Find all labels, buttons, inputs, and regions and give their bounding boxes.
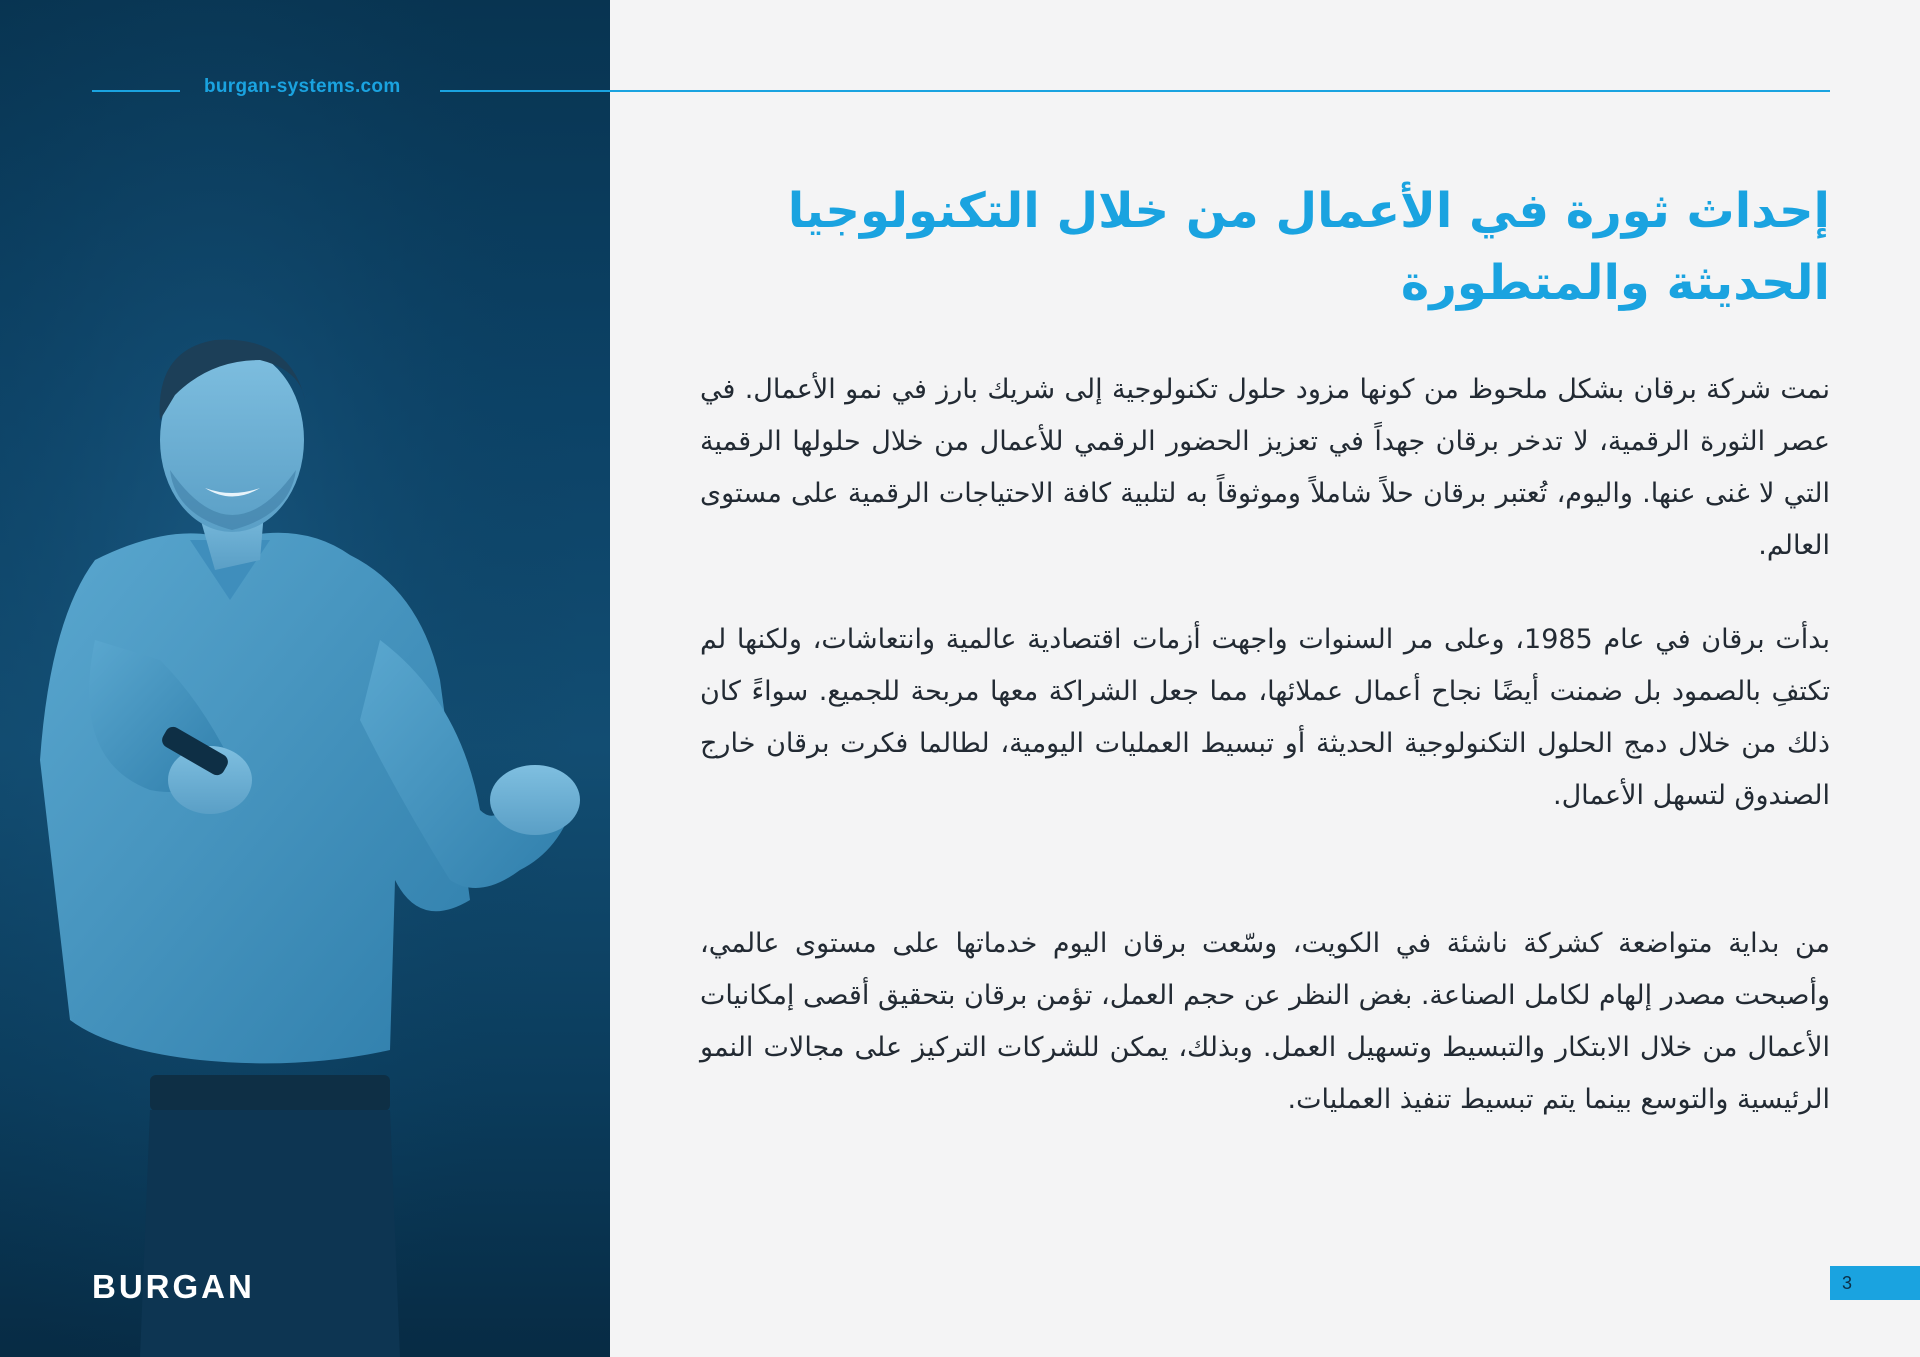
paragraph-2: بدأت برقان في عام 1985، وعلى مر السنوات واجهت أزمات اقتصادية عالمية وانتعاشات، ولكنها لم تكتفِ بالصمود بل ضمنت أيضًا نجاح أعمال عملائها، مما جعل الشراكة معها مربحة للجميع. سواءً كان ذلك من خلال دمج الحلول التكنولوجية الحديثة أو تبسيط العمليات اليومية، لطالما فكرت برقان خارج الصندوق لتسهل الأعمال. xyxy=(700,624,1830,811)
page-number-badge: 3 xyxy=(1830,1266,1920,1300)
paragraph-1: نمت شركة برقان بشكل ملحوظ من كونها مزود حلول تكنولوجية إلى شريك بارز في نمو الأعمال. في عصر الثورة الرقمية، لا تدخر برقان جهداً في تعزيز الحضور الرقمي للأعمال من خلال حلولها الرقمية التي لا غنى عنها. واليوم، تُعتبر برقان حلاً شاملاً وموثوقاً به لتلبية كافة الاحتياجات الرقمية على مستوى العالم. xyxy=(700,374,1830,561)
website-url[interactable]: burgan-systems.com xyxy=(204,76,401,97)
page-title: إحداث ثورة في الأعمال من خلال التكنولوجيا الحديثة والمتطورة xyxy=(787,183,1830,311)
presenter-photo xyxy=(0,0,610,1357)
header-divider-left xyxy=(92,90,180,92)
hero-photo-panel xyxy=(0,0,610,1357)
website-header xyxy=(92,76,1830,100)
burgan-logo: BURGAN xyxy=(92,1268,255,1305)
header-divider-right xyxy=(440,90,1830,92)
paragraph-3: من بداية متواضعة كشركة ناشئة في الكويت، وسّعت برقان اليوم خدماتها على مستوى عالمي، وأصبحت مصدر إلهام لكامل الصناعة. بغض النظر عن حجم العمل، تؤمن برقان بتحقيق أقصى إمكانيات الأعمال من خلال الابتكار والتبسيط وتسهيل العمل. وبذلك، يمكن للشركات التركيز على مجالات النمو الرئيسية والتوسع بينما يتم تبسيط تنفيذ العمليات. xyxy=(700,928,1830,1115)
